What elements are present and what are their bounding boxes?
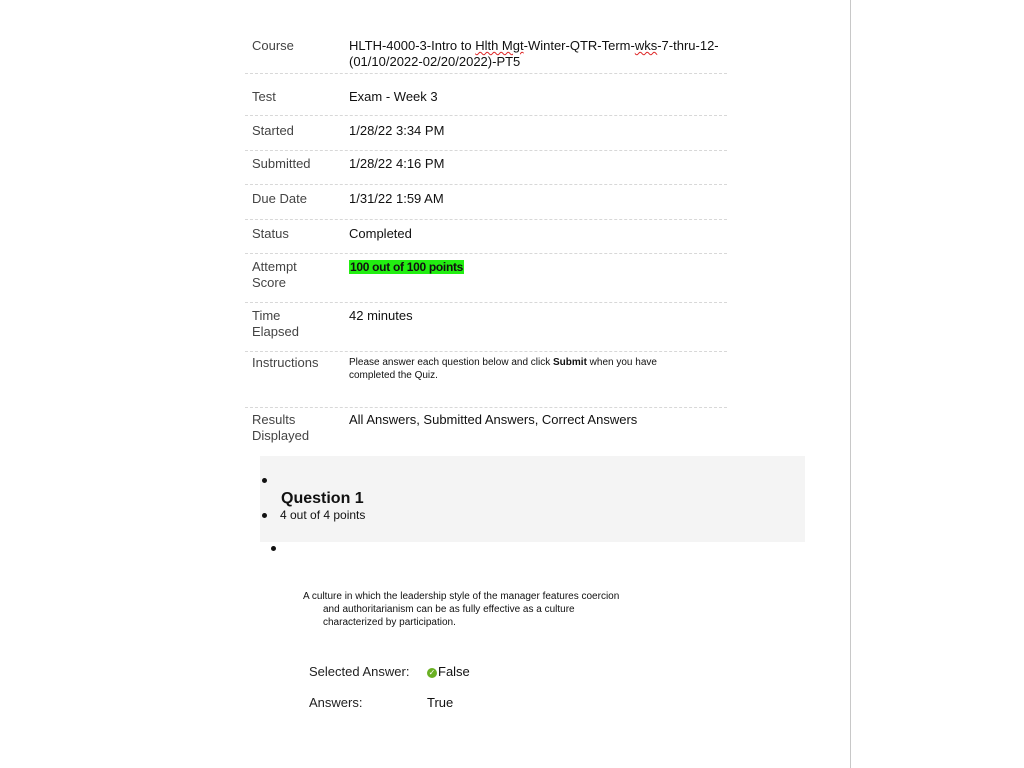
instructions-text-after: when you have completed the Quiz.	[349, 357, 657, 381]
row-test	[245, 73, 727, 116]
selected-answer-text: False	[438, 664, 470, 679]
status-value: Completed	[349, 226, 412, 241]
due-date-value: 1/31/22 1:59 AM	[349, 191, 444, 206]
course-value-spell1: Hlth Mgt	[475, 38, 524, 53]
results-displayed-label-line2: Displayed	[252, 428, 310, 443]
question-text-line3: characterized by participation.	[323, 617, 456, 628]
instructions-text-before: Please answer each question below and click	[349, 357, 554, 368]
status-label: Status	[252, 226, 289, 241]
question-title: Question 1	[281, 490, 364, 507]
attempt-score-value	[349, 259, 719, 275]
bullet	[262, 513, 267, 518]
answers-value: True	[427, 695, 454, 710]
bullet	[262, 478, 267, 483]
row-attempt-score	[245, 253, 727, 303]
results-displayed-value: All Answers, Submitted Answers, Correct Answers	[349, 412, 638, 427]
test-label: Test	[252, 89, 276, 104]
row-instructions	[245, 351, 727, 408]
course-value-spell2: wks	[634, 38, 658, 53]
answers-label: Answers:	[309, 695, 363, 710]
course-value-part1: HLTH-4000-3-Intro to	[349, 38, 476, 53]
course-value	[349, 38, 719, 70]
course-value-part3: -7-thru-12-(01/10/2022-02/20/2022)-PT5	[349, 38, 719, 69]
row-time-elapsed	[245, 302, 727, 352]
row-status	[245, 219, 727, 254]
results-displayed-label	[252, 412, 309, 444]
row-started	[245, 115, 727, 151]
time-elapsed-label-line2: Elapsed	[252, 324, 299, 339]
question-text	[303, 590, 663, 629]
check-circle-icon: ✓	[428, 668, 436, 677]
course-value-part2: -Winter-QTR-Term-	[523, 38, 635, 53]
due-date-label: Due Date	[252, 191, 307, 206]
selected-answer-label: Selected Answer:	[309, 664, 410, 679]
submitted-label: Submitted	[252, 156, 311, 171]
attempt-score-label-line2: Score	[252, 275, 286, 290]
instructions-label: Instructions	[252, 355, 319, 370]
time-elapsed-value: 42 minutes	[349, 308, 413, 323]
test-value: Exam - Week 3	[349, 89, 438, 104]
question-text-line1: A culture in which the leadership style of the manager features coercion	[303, 591, 620, 602]
attempt-score-label-line1: Attempt	[252, 259, 297, 274]
question-points: 4 out of 4 points	[280, 508, 366, 522]
row-results-displayed	[245, 407, 727, 453]
started-label: Started	[252, 123, 294, 138]
results-displayed-label-line1: Results	[252, 412, 296, 427]
instructions-submit-word: Submit	[553, 357, 587, 368]
row-due-date	[245, 184, 727, 220]
row-submitted	[245, 150, 727, 185]
time-elapsed-label-line1: Time	[252, 308, 281, 323]
page-edge	[850, 0, 851, 768]
score-highlight: 100 out of 100 points	[350, 260, 464, 274]
selected-answer-value	[427, 664, 470, 679]
question-text-line2: and authoritarianism can be as fully effective as a culture	[323, 604, 575, 615]
instructions-value	[349, 356, 699, 382]
submitted-value: 1/28/22 4:16 PM	[349, 156, 445, 171]
course-label: Course	[252, 38, 294, 53]
started-value: 1/28/22 3:34 PM	[349, 123, 445, 138]
row-course	[245, 31, 727, 74]
time-elapsed-label	[252, 308, 299, 340]
attempt-score-label	[252, 259, 297, 291]
bullet	[271, 546, 276, 551]
